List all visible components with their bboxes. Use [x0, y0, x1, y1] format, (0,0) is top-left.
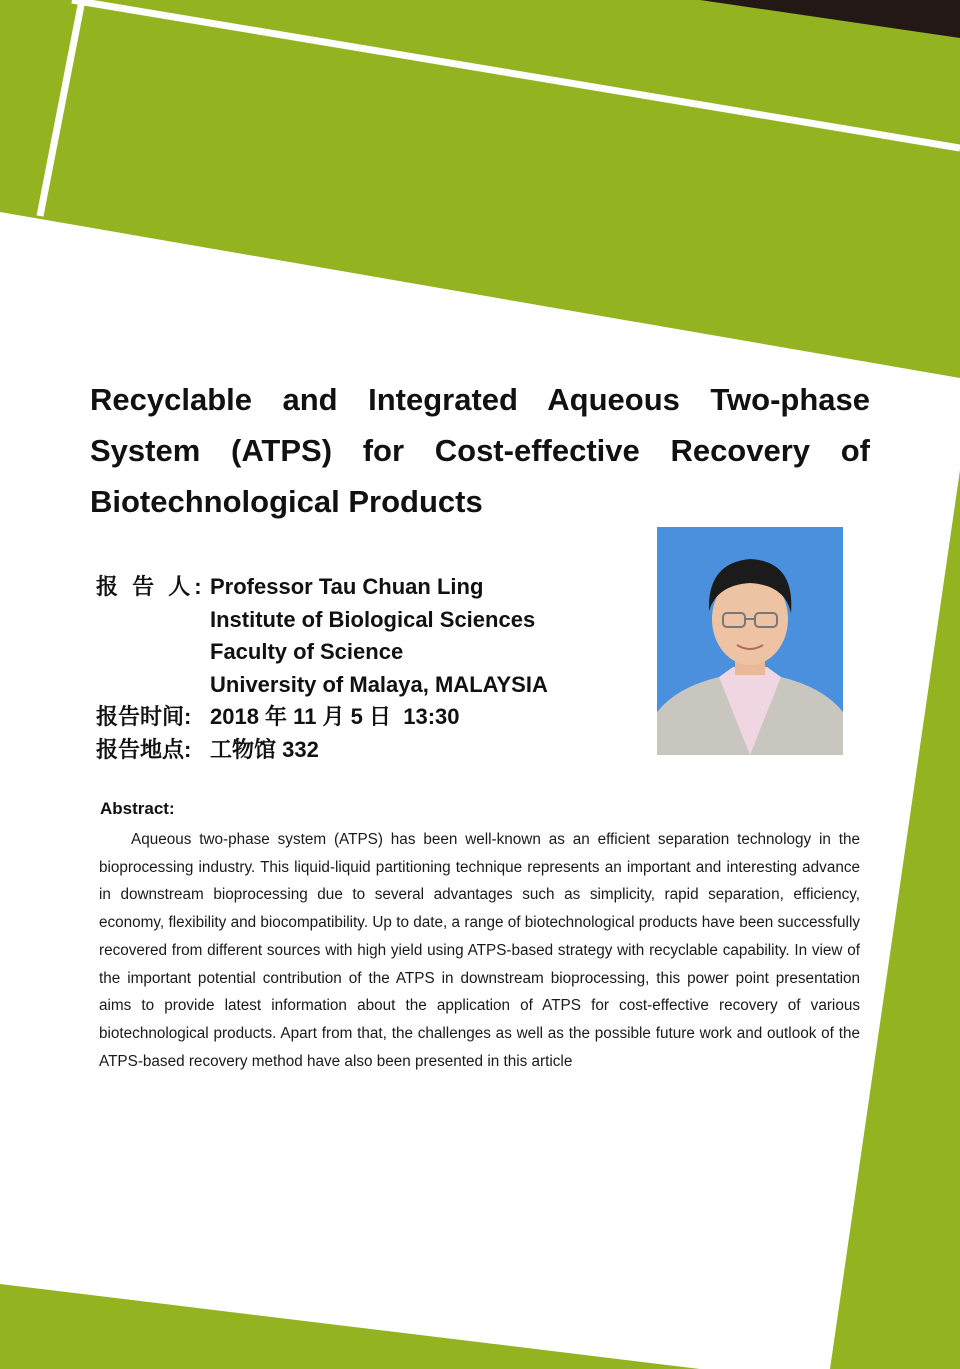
speaker-institute: Institute of Biological Sciences	[210, 606, 536, 632]
speaker-institute-row	[96, 604, 548, 637]
talk-info	[96, 571, 548, 766]
speaker-row	[96, 571, 548, 604]
speaker-photo	[657, 527, 843, 755]
venue-value: 工物馆 332	[210, 736, 319, 762]
top-green-band	[0, 0, 960, 378]
talk-title: Recyclable and Integrated Aqueous Two-phase System (ATPS) for Cost-effective Recovery of Biotechnological Products	[90, 382, 870, 519]
venue-row	[96, 734, 548, 767]
time-row	[96, 701, 548, 734]
speaker-faculty-row	[96, 636, 548, 669]
speaker-university: University of Malaya, MALAYSIA	[210, 671, 548, 697]
speaker-name: Professor Tau Chuan Ling	[210, 574, 484, 599]
speaker-faculty: Faculty of Science	[210, 639, 404, 664]
time-label: 报告时间:	[96, 704, 192, 729]
speaker-university-row	[96, 669, 548, 702]
time-value: 2018 年 11 月 5 日 13:30	[210, 704, 460, 729]
venue-label: 报告地点:	[96, 736, 192, 762]
abstract-body: Aqueous two-phase system (ATPS) has been well-known as an efficient separation technology in the bioprocessing industry. This liquid-liquid partitioning technique represents an important and interesting advance in downstream bioprocessing due to several advantages such as simplicity, rapid separation, efficiency, economy, flexibility and biocompatibility. Up to date, a range of biotechnological products have been successfully recovered from different sources with high yield using ATPS-based strategy with recyclable capability. In view of the important potential contribution of the ATPS in downstream bioprocessing, this power point presentation aims to provide latest information about the application of ATPS for cost-effective recovery of various biotechnological products. Apart from that, the challenges as well as the possible future work and outlook of the ATPS-based recovery method have also been presented in this article	[99, 831, 860, 1070]
speaker-label: 报 告 人:	[96, 574, 206, 599]
abstract-heading: Abstract:	[100, 799, 175, 818]
bottom-green-band	[0, 1284, 700, 1369]
